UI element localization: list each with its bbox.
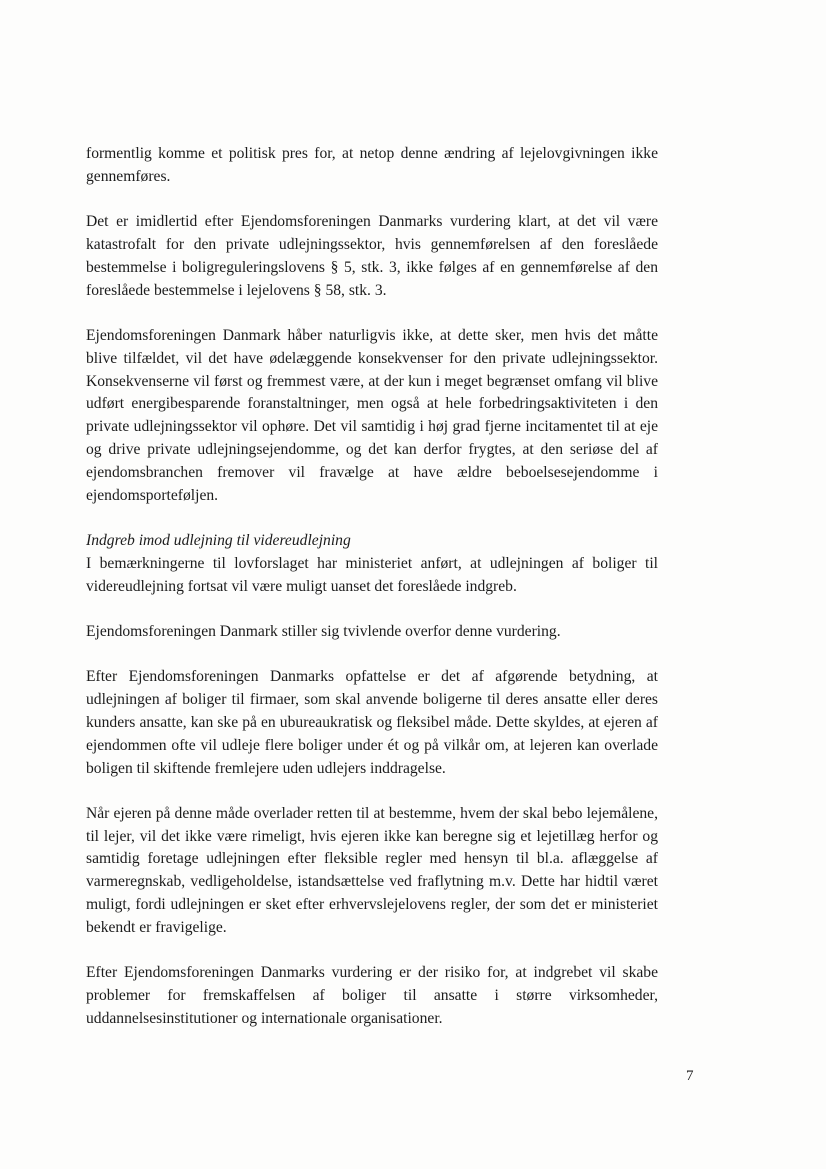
body-text [86,143,658,1053]
page-number: 7 [686,1068,694,1084]
paragraph: Efter Ejendomsforeningen Danmarks opfattelse er det af afgørende betydning, at udlejningen af boliger til firmaer, som skal anvende boligerne til deres ansatte eller deres kunders ansatte, kan ske på en ubureaukratisk og fleksibel måde. Dette skyldes, at ejeren af ejendommen ofte vil udleje flere boliger under ét og på vilkår om, at lejeren kan overlade boligen til skiftende fremlejere uden udlejers inddragelse. [86,668,658,777]
paragraph: I bemærkningerne til lovforslaget har ministeriet anført, at udlejningen af boliger til videreudlejning fortsat vil være muligt uanset det foreslåede indgreb. [86,554,658,595]
paragraph: Ejendomsforeningen Danmark håber naturligvis ikke, at dette sker, men hvis det måtte blive tilfældet, vil det have ødelæggende konsekvenser for den private udlejningssektor. Konsekvenserne vil først og fremmest være, at der kun i meget begrænset omfang vil blive udført energibesparende foranstaltninger, men også at hele forbedringsaktiviteten i den private udlejningssektor vil ophøre. Det vil samtidig i høj grad fjerne incitamentet til at eje og drive private udlejningsejendomme, og det kan derfor frygtes, at den seriøse del af ejendomsbranchen fremover vil fravælge at have ældre beboelsesejendomme i ejendomsporteføljen. [86,326,658,504]
paragraph: Ejendomsforeningen Danmark stiller sig tvivlende overfor denne vurdering. [86,622,561,640]
paragraph: formentlig komme et politisk pres for, at netop denne ændring af lejelovgivningen ikke gennemføres. [86,145,658,185]
paragraph: Efter Ejendomsforeningen Danmarks vurdering er der risiko for, at indgrebet vil skabe problemer for fremskaffelsen af boliger til ansatte i større virksomheder, uddannelsesinstitutioner og internationale organisationer. [86,964,658,1027]
paragraph: Det er imidlertid efter Ejendomsforeningen Danmarks vurdering klart, at det vil være katastrofalt for den private udlejningssektor, hvis gennemførelsen af den foreslåede bestemmelse i boligreguleringslovens § 5, stk. 3, ikke følges af en gennemførelse af den foreslåede bestemmelse i lejelovens § 58, stk. 3. [86,213,658,299]
section-heading: Indgreb imod udlejning til videreudlejning [86,531,351,549]
paragraph: Når ejeren på denne måde overlader retten til at bestemme, hvem der skal bebo lejemålene, til lejer, vil det ikke være rimeligt, hvis ejeren ikke kan beregne sig et lejetillæg herfor og samtidig foretage udlejningen efter fleksible regler med hensyn til bl.a. aflæggelse af varmeregnskab, vedligeholdelse, istandsættelse ved fraflytning m.v. Dette har hidtil været muligt, fordi udlejningen er sket efter erhvervslejelovens regler, der som det er ministeriet bekendt er fravigelige. [86,804,658,936]
